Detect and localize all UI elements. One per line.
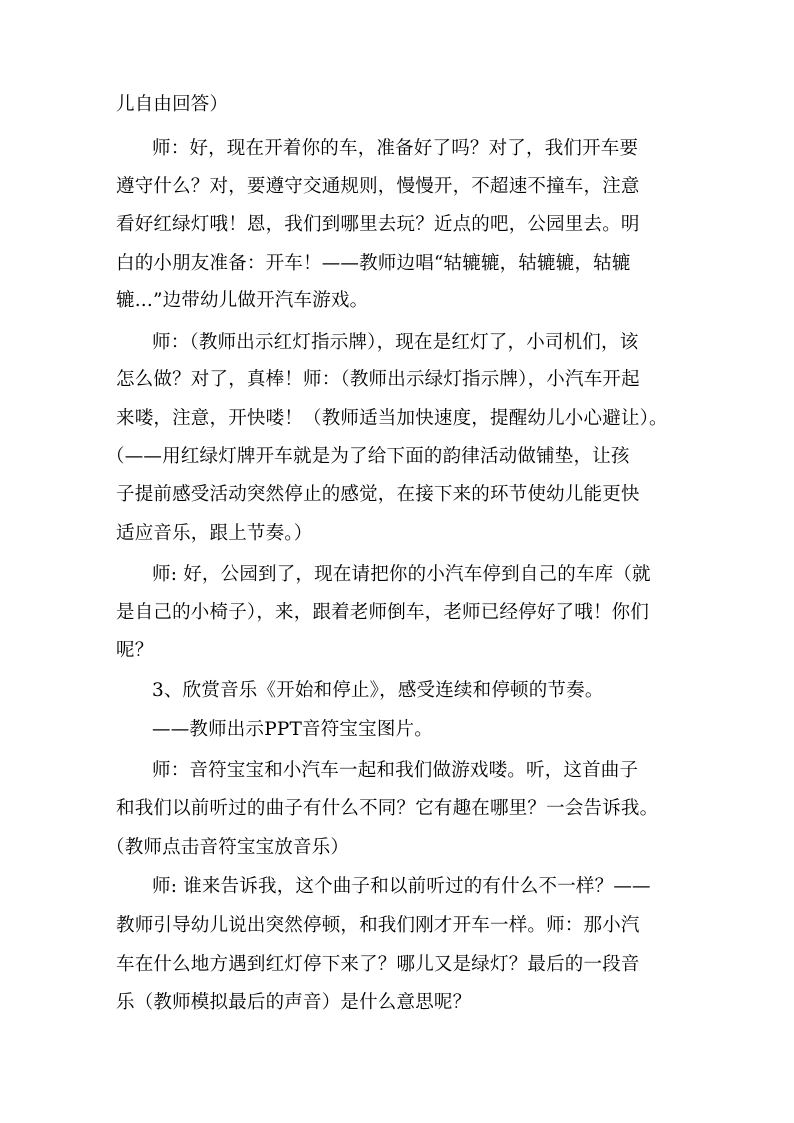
text-line: 是自己的小椅子），来，跟着老师倒车，老师已经停好了哦！你们 bbox=[116, 602, 650, 623]
text-line: ——教师出示PPT音符宝宝图片。 bbox=[152, 719, 433, 740]
text-line: 白的小朋友准备：开车！——教师边唱“轱辘辘，轱辘辘，轱辘 bbox=[116, 253, 631, 274]
text-line: 怎么做？对了，真棒！师：（教师出示绿灯指示牌），小汽车开起 bbox=[116, 369, 640, 390]
text-line: 车在什么地方遇到红灯停下来了？哪儿又是绿灯？最后的一段音 bbox=[116, 954, 640, 975]
text-line: 师：好，现在开着你的车，准备好了吗？对了，我们开车要 bbox=[152, 138, 639, 159]
text-line: （教师点击音符宝宝放音乐） bbox=[106, 837, 350, 858]
text-line: 辘...”边带幼儿做开汽车游戏。 bbox=[116, 290, 369, 311]
text-line: 子提前感受活动突然停止的感觉，在接下来的环节使幼儿能更快 bbox=[116, 484, 640, 505]
text-line: 看好红绿灯哦！恩，我们到哪里去玩？近点的吧，公园里去。明 bbox=[116, 214, 640, 235]
text-line: 遵守什么？对，要遵守交通规则，慢慢开，不超速不撞车，注意 bbox=[116, 176, 640, 197]
text-line: 乐（教师模拟最后的声音）是什么意思呢？ bbox=[116, 992, 472, 1013]
text-line: 呢？ bbox=[116, 640, 154, 661]
text-line: 师：音符宝宝和小汽车一起和我们做游戏喽。听，这首曲子 bbox=[152, 760, 639, 781]
text-line: 教师引导幼儿说出突然停顿，和我们刚才开车一样。师：那小汽 bbox=[116, 915, 640, 936]
text-line: 师: 谁来告诉我，这个曲子和以前听过的有什么不一样？—— bbox=[152, 876, 651, 897]
text-line: 和我们以前听过的曲子有什么不同？它有趣在哪里？一会告诉我。 bbox=[116, 798, 659, 819]
text-line: （——用红绿灯牌开车就是为了给下面的韵律活动做铺垫，让孩 bbox=[106, 446, 630, 467]
text-line: 3、欣赏音乐《开始和停止》，感受连续和停顿的节奏。 bbox=[152, 680, 604, 701]
text-line: 师：（教师出示红灯指示牌），现在是红灯了，小司机们，该 bbox=[152, 332, 639, 353]
text-line: 适应音乐，跟上节奏。） bbox=[116, 523, 313, 544]
text-line: 师: 好，公园到了，现在请把你的小汽车停到自己的车库（就 bbox=[152, 564, 651, 585]
text-line: 来喽，注意，开快喽！（教师适当加快速度，提醒幼儿小心避让）。 bbox=[116, 408, 668, 429]
text-line: 儿自由回答） bbox=[116, 94, 229, 115]
